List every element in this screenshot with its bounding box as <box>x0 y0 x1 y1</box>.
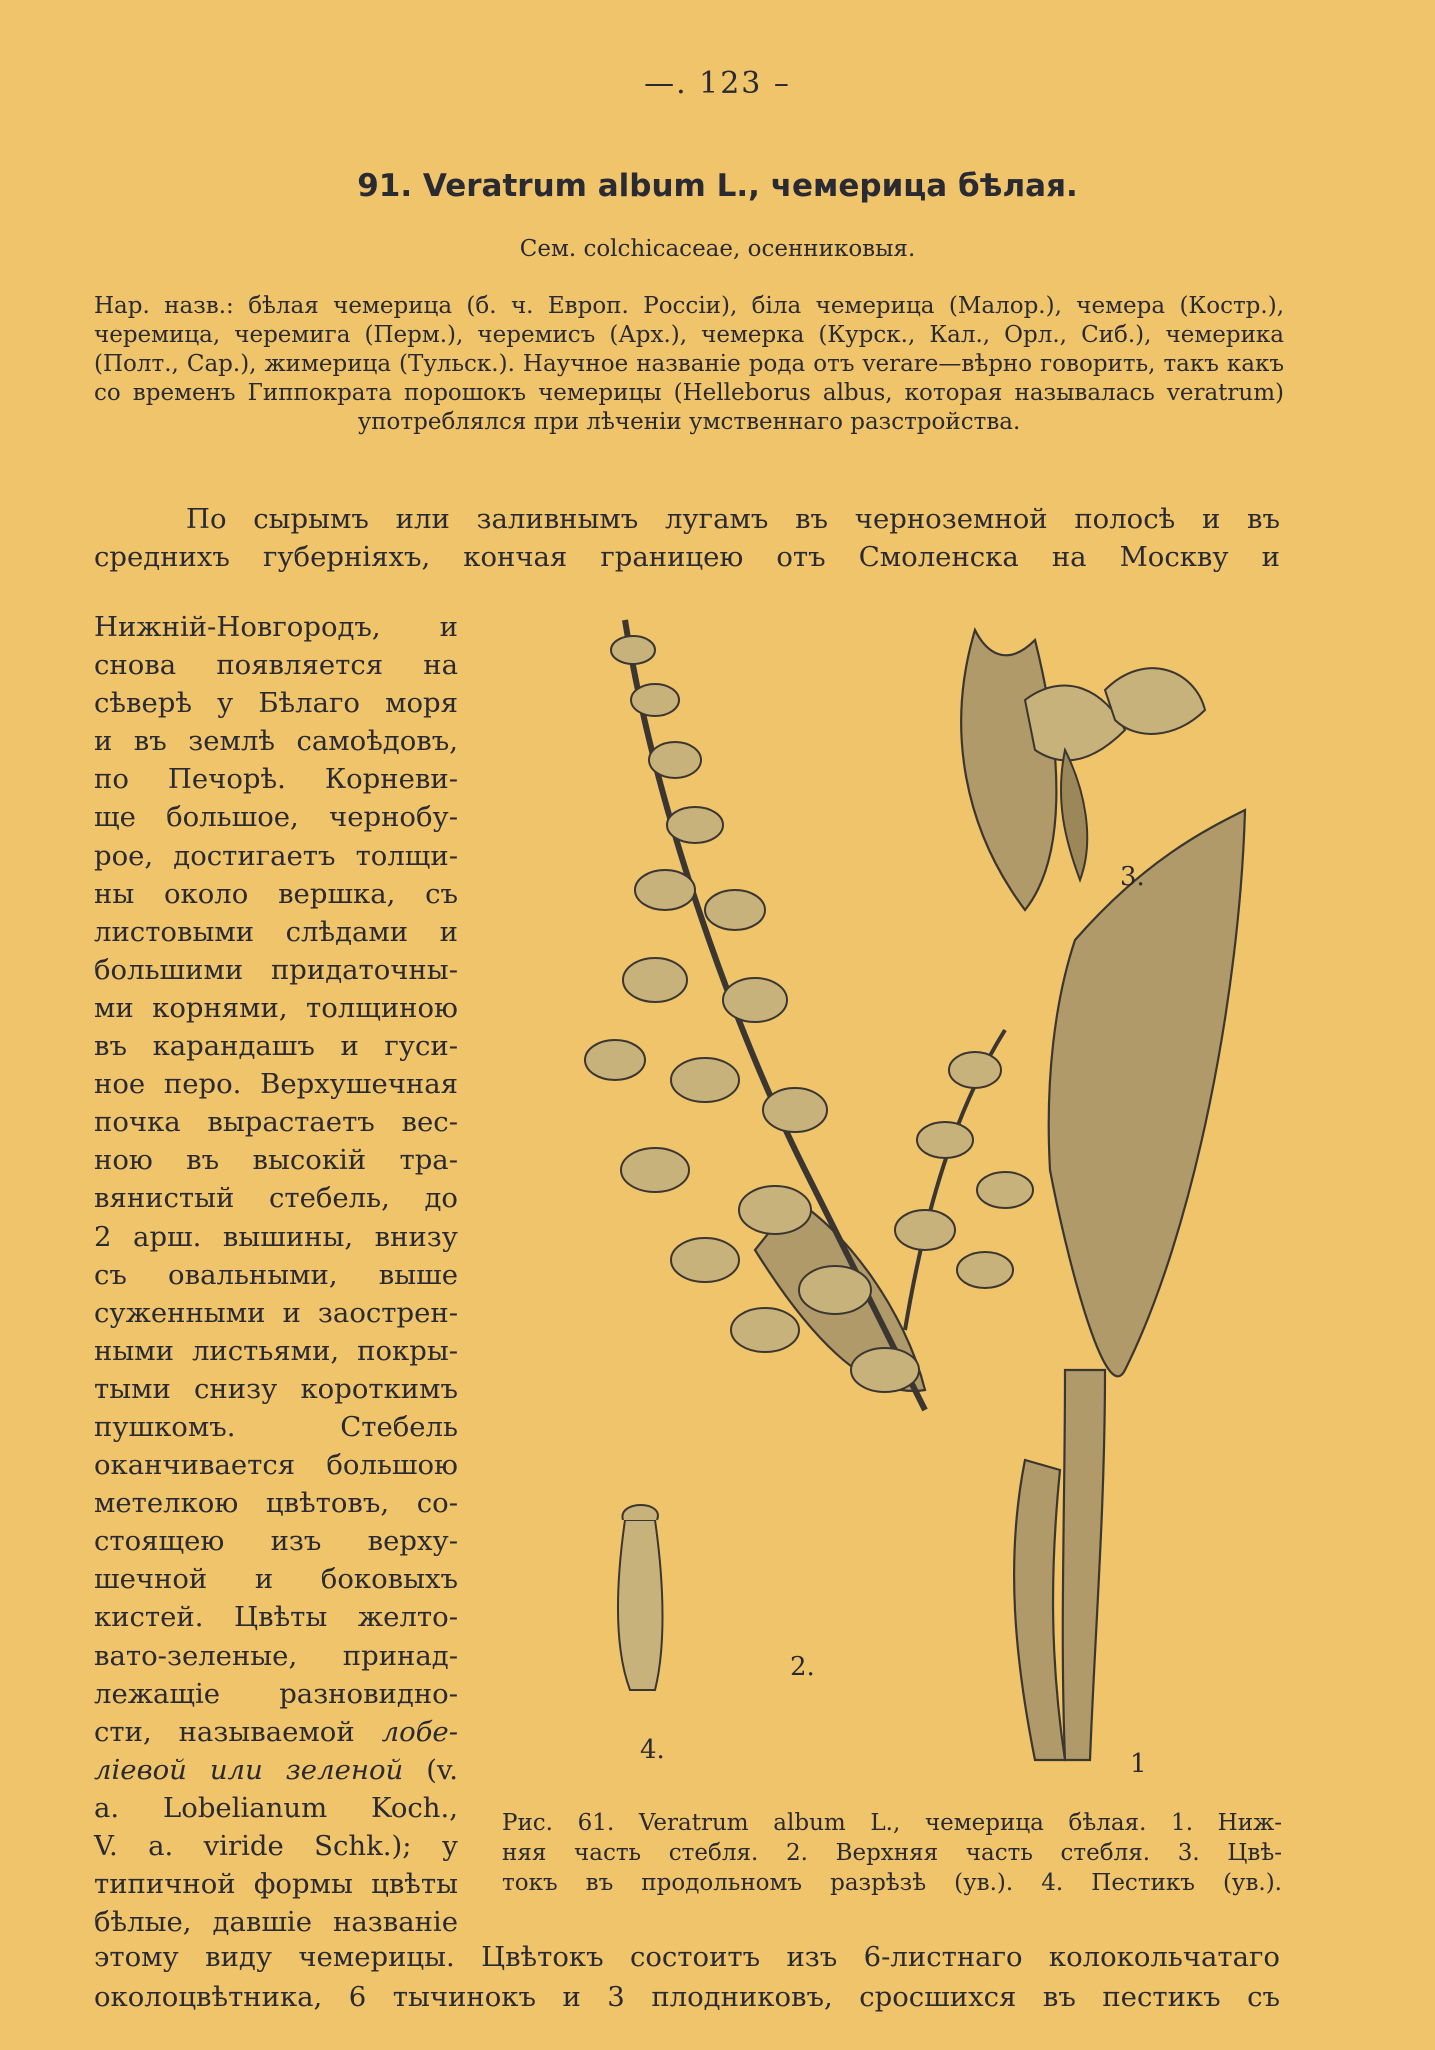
label-3: 3. <box>1120 862 1145 892</box>
column-line: сѣверѣ у Бѣлаго моря <box>94 687 458 720</box>
column-line: снова появляется на <box>94 649 458 682</box>
column-line: почка вырастаетъ вес- <box>94 1106 458 1139</box>
column-line: 2 арш. вышины, внизу <box>94 1220 458 1253</box>
page-number: —. 123 – <box>644 66 791 101</box>
leaf-large <box>1049 810 1245 1376</box>
column-line: ное перо. Верхушечная <box>94 1068 458 1101</box>
stem-base <box>1063 1370 1105 1760</box>
column-line: тыми снизу короткимъ <box>94 1372 458 1405</box>
italic-term: ліевой или <box>94 1753 263 1786</box>
column-line: ще большое, чернобу- <box>94 801 458 834</box>
caption-line: Рис. 61. Veratrum album L., чемерица бѣлая. 1. Ниж- <box>502 1810 1282 1836</box>
species-title: 91. Veratrum album L., чемерица бѣлая. <box>357 168 1078 204</box>
column-line: рое, достигаетъ толщи- <box>94 839 458 872</box>
column-line: пушкомъ. Стебель <box>94 1410 458 1443</box>
text-column <box>94 608 458 1941</box>
column-line: ною въ высокій тра- <box>94 1144 458 1177</box>
column-line: и въ землѣ самоѣдовъ, <box>94 725 458 758</box>
botanical-illustration <box>505 610 1305 1790</box>
column-line: листовыми слѣдами и <box>94 915 458 948</box>
column-line: кистей. Цвѣты желто- <box>94 1601 458 1634</box>
column-line: a. Lobelianum Koch., <box>94 1791 458 1824</box>
column-line: бѣлые, давшіе названіе <box>94 1906 458 1939</box>
body-line-bottom-2: околоцвѣтника, 6 тычинокъ и 3 плодниковъ, сросшихся въ пестикъ съ <box>94 1981 1280 2013</box>
label-4: 4. <box>640 1735 665 1765</box>
column-line: метелкою цвѣтовъ, со- <box>94 1487 458 1520</box>
column-line: стоящею изъ верху- <box>94 1525 458 1558</box>
column-line: V. a. viride Schk.); у <box>94 1830 458 1862</box>
caption-line: токъ въ продольномъ разрѣзѣ (ув.). 4. Пестикъ (ув.). <box>502 1870 1282 1896</box>
label-2: 2. <box>790 1652 815 1682</box>
column-line: ными листьями, покры- <box>94 1334 458 1367</box>
italic-term: зеленой <box>285 1753 404 1786</box>
body-line-1: По сырымъ или заливнымъ лугамъ въ черноземной полосѣ и въ <box>186 503 1280 535</box>
column-line: большими придаточны- <box>94 953 458 986</box>
pistil-detail <box>618 1505 662 1690</box>
column-line: по Печорѣ. Корневи- <box>94 763 458 796</box>
column-line: Нижній-Новгородъ, и <box>94 611 458 643</box>
column-line: лежащіе разновидно- <box>94 1677 458 1710</box>
column-line: съ овальными, выше <box>94 1258 458 1291</box>
column-line: типичной формы цвѣты <box>94 1868 458 1901</box>
caption-line: няя часть стебля. 2. Верхняя часть стебля. 3. Цвѣ- <box>502 1840 1282 1866</box>
italic-term: лобе- <box>381 1715 458 1748</box>
column-line: вянистый стебель, до <box>94 1182 458 1215</box>
column-line: суженными и заострен- <box>94 1296 458 1329</box>
body-line-bottom-1: этому виду чемерицы. Цвѣтокъ состоитъ изъ 6-листнаго колокольчатаго <box>94 1941 1280 1973</box>
column-line: шечной и боковыхъ <box>94 1563 458 1596</box>
label-1: 1 <box>1130 1749 1147 1779</box>
leaf-top <box>961 630 1056 910</box>
common-names-note: Нар. назв.: бѣлая чемерица (б. ч. Европ. Россіи), біла чемерица (Малор.), чемера (Костр.), черемица, черемига (Перм.), черемисъ (Арх.), чемерка (Курск., Кал., Орл., Сиб.), чемерика (Полт., Сар.), жимерица (Тульск.). Научное названіе рода отъ verare—вѣрно говорить, такъ какъ со временъ Гиппократа порошокъ чемерицы (Helleborus albus, которая называлась veratrum) употреблялся при лѣченіи умственнаго разстройства. <box>94 293 1284 435</box>
family-line: Сем. colchicaceae, осенниковыя. <box>519 236 916 262</box>
column-line: ми корнями, толщиною <box>94 991 458 1024</box>
column-line: ны около вершка, съ <box>94 877 458 910</box>
column-line: оканчивается большою <box>94 1449 458 1482</box>
leaf-sheath <box>1014 1460 1065 1760</box>
column-line-mixed: сти, называемой лобе- <box>94 1715 458 1748</box>
column-line: вато-зеленые, принад- <box>94 1639 458 1672</box>
body-line-2: среднихъ губерніяхъ, кончая границею отъ Смоленска на Москву и <box>94 541 1280 573</box>
column-line: въ карандашъ и гуси- <box>94 1030 458 1063</box>
figure-caption <box>502 1808 1282 1898</box>
plant-drawing <box>505 610 1305 1790</box>
column-line-mixed: ліевой или зеленой (v. <box>94 1753 458 1786</box>
